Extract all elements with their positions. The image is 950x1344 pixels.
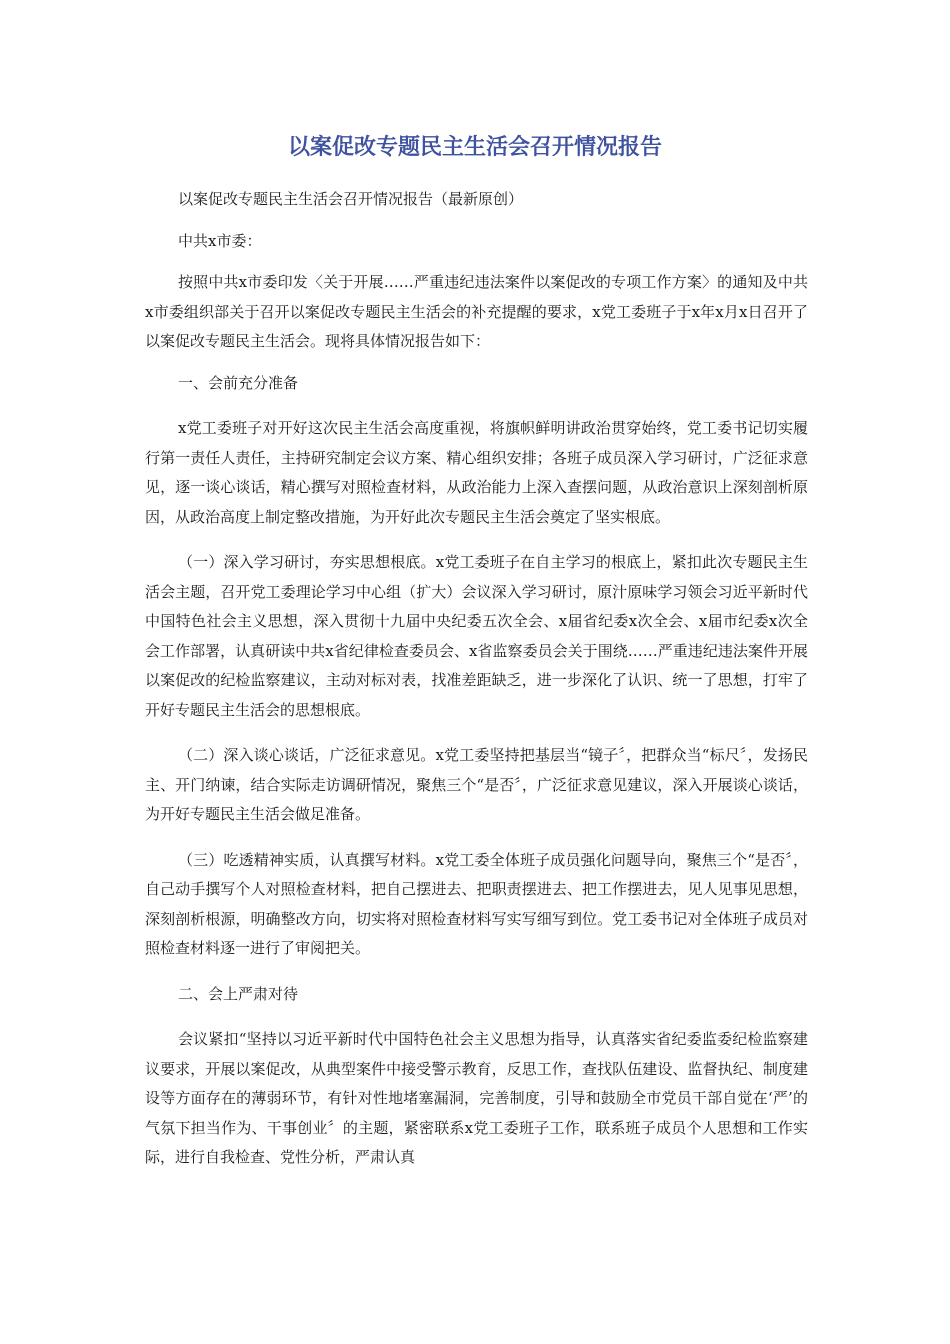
body-paragraph: x党工委班子对开好这次民主生活会高度重视，将旗帜鲜明讲政治贯穿始终，党工委书记切实履行第一责任人责任，主持研究制定会议方案、精心组织安排；各班子成员深入学习研讨，广泛征求意见，逐一谈心谈话，精心撰写对照检查材料，从政治能力上深入查摆问题，从政治意识上深刻剖析原因，从政治高度上制定整改措施，为开好此次专题民主生活会奠定了坚实根底。 bbox=[145, 419, 808, 526]
subtitle-paragraph: 以案促改专题民主生活会召开情况报告（最新原创） bbox=[178, 190, 524, 208]
section-heading-1: 一、会前充分准备 bbox=[178, 373, 299, 392]
body-paragraph: 会议紧扣“坚持以习近平新时代中国特色社会主义思想为指导，认真落实省纪委监委纪检监察建议要求，开展以案促改，从典型案件中接受警示教育，反思工作，查找队伍建设、监督执纪、制度建设等方面存在的薄弱环节，有针对性地堵塞漏洞，完善制度，引导和鼓励全市党员干部自觉在‘严’的气氛下担当作为、干事创业〞的主题，紧密联系x党工委班子工作，联系班子成员个人思想和工作实际，进行自我检查、党性分析，严肃认真 bbox=[145, 1030, 808, 1166]
document-title: 以案促改专题民主生活会召开情况报告 bbox=[287, 135, 662, 160]
document-body bbox=[145, 185, 808, 1173]
body-paragraph: （一）深入学习研讨，夯实思想根底。x党工委班子在自主学习的根底上，紧扣此次专题民主生活会主题，召开党工委理论学习中心组（扩大）会议深入学习研讨，原汁原味学习领会习近平新时代中国特色社会主义思想，深入贯彻十九届中央纪委五次全会、x届省纪委x次全会、x届市纪委x次全会工作部署，认真研读中共x省纪律检查委员会、x省监察委员会关于围绕……严重违纪违法案件开展以案促改的纪检监察建议，主动对标对表，找准差距缺乏，进一步深化了认识、统一了思想，打牢了开好专题民主生活会的思想根底。 bbox=[145, 553, 808, 719]
body-paragraph: （三）吃透精神实质，认真撰写材料。x党工委全体班子成员强化问题导向，聚焦三个“是否〞，自己动手撰写个人对照检查材料，把自己摆进去、把职责摆进去、把工作摆进去，见人见事见思想，深刻剖析根源，明确整改方向，切实将对照检查材料写实写细写到位。党工委书记对全体班子成员对照检查材料逐一进行了审阅把关。 bbox=[145, 850, 808, 957]
section-heading-2: 二、会上严肃对待 bbox=[178, 984, 299, 1003]
salutation-paragraph: 中共x市委： bbox=[178, 231, 262, 250]
intro-paragraph: 按照中共x市委印发〈关于开展……严重违纪违法案件以案促改的专项工作方案〉的通知及中共x市委组织部关于召开以案促改专题民主生活会的补充提醒的要求，x党工委班子于x年x月x日召开了以案促改专题民主生活会。现将具体情况报告如下： bbox=[145, 273, 808, 350]
body-paragraph: （二）深入谈心谈话，广泛征求意见。x党工委坚持把基层当“镜子〞，把群众当“标尺〞，发扬民主、开门纳谏，结合实际走访调研情况，聚焦三个“是否〞，广泛征求意见建议，深入开展谈心谈话，为开好专题民主生活会做足准备。 bbox=[145, 746, 808, 823]
